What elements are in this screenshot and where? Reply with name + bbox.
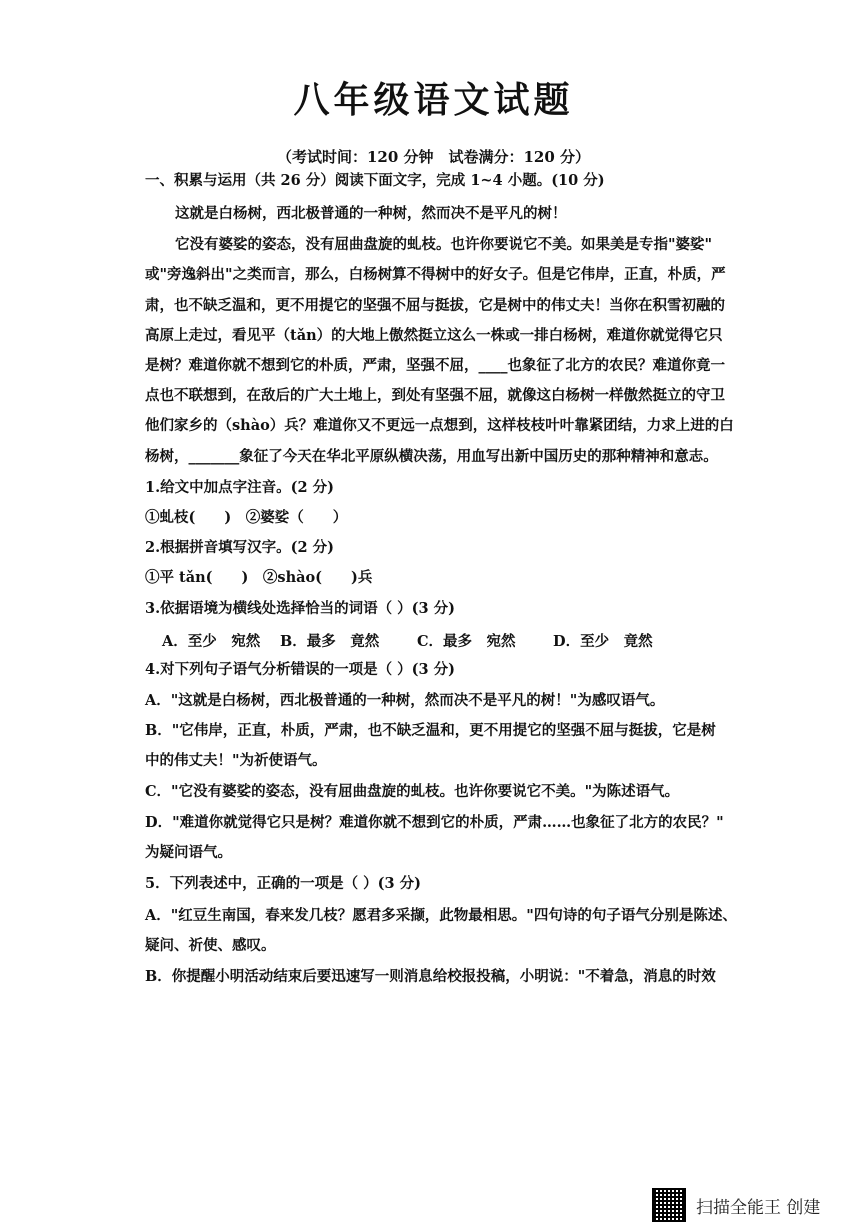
- passage-line: 高原上走过，看见平（tǎn）的大地上傲然挺立这么一株或一排白杨树，难道你就觉得它只: [145, 327, 723, 344]
- question-4-line: B．"它伟岸，正直，朴质，严肃，也不缺乏温和，更不用提它的坚强不屈与挺拔，它是树: [145, 722, 716, 739]
- question-1: 1.给文中加点字注音。(2 分): [145, 479, 334, 496]
- passage-line: 杨树，_______象征了今天在华北平原纵横决荡，用血写出新中国历史的那种精神和意志。: [145, 448, 718, 465]
- passage-line: 这就是白杨树，西北极普通的一种树，然而决不是平凡的树！: [175, 205, 567, 222]
- passage-line: 肃，也不缺乏温和，更不用提它的坚强不屈与挺拔，它是树中的伟丈夫！当你在积雪初融的: [145, 297, 725, 314]
- question-4-line: A．"这就是白杨树，西北极普通的一种树，然而决不是平凡的树！"为感叹语气。: [145, 692, 665, 709]
- exam-info: （考试时间：120 分钟 试卷满分：120 分）: [276, 148, 591, 166]
- section-heading: 一、积累与运用（共 26 分）阅读下面文字，完成 1~4 小题。(10 分): [145, 172, 605, 189]
- question-4-line: 中的伟丈夫！"为祈使语气。: [145, 752, 327, 769]
- question-4-line: C．"它没有婆娑的姿态，没有屈曲盘旋的虬枝。也许你要说它不美。"为陈述语气。: [145, 783, 680, 800]
- question-4: 4.对下列句子语气分析错误的一项是（ ）(3 分): [145, 661, 456, 678]
- question-2: 2.根据拼音填写汉字。(2 分): [145, 539, 334, 556]
- question-4-line: 为疑问语气。: [145, 844, 232, 861]
- passage-line: 是树？难道你就不想到它的朴质，严肃，坚强不屈，____也象征了北方的农民？难道你竟一: [145, 357, 725, 374]
- question-5-line: A．"红豆生南国，春来发几枝？愿君多采撷，此物最相思。"四句诗的句子语气分别是陈述、: [145, 907, 737, 924]
- option-d: D．至少 竟然: [553, 633, 653, 650]
- question-5-line: 疑问、祈使、感叹。: [145, 937, 276, 954]
- option-c: C．最多 宛然: [417, 633, 516, 650]
- question-1-blanks: ①虬枝( ) ②婆娑（ ）: [145, 509, 348, 526]
- page-title: 八年级语文试题: [293, 79, 574, 121]
- passage-line: 它没有婆娑的姿态，没有屈曲盘旋的虬枝。也许你要说它不美。如果美是专指"婆娑": [175, 236, 713, 253]
- question-2-blanks: ①平 tǎn( ) ②shào( )兵: [145, 569, 373, 586]
- watermark-text: 扫描全能王 创建: [696, 1197, 821, 1218]
- passage-line: 点也不联想到，在敌后的广大土地上，到处有坚强不屈，就像这白杨树一样傲然挺立的守卫: [145, 387, 725, 404]
- question-5: 5．下列表述中，正确的一项是（ ）(3 分): [145, 875, 421, 892]
- qr-code-icon: [652, 1188, 686, 1222]
- passage-line: 或"旁逸斜出"之类而言，那么，白杨树算不得树中的好女子。但是它伟岸，正直，朴质，严: [145, 266, 726, 283]
- passage-line: 他们家乡的（shào）兵？难道你又不更远一点想到，这样枝枝叶叶靠紧团结，力求上进的白: [145, 417, 734, 434]
- option-b: B．最多 竟然: [280, 633, 380, 650]
- scanner-watermark: [652, 1190, 852, 1220]
- question-5-line: B．你提醒小明活动结束后要迅速写一则消息给校报投稿，小明说："不着急，消息的时效: [145, 968, 716, 985]
- question-4-line: D．"难道你就觉得它只是树？难道你就不想到它的朴质，严肃……也象征了北方的农民？": [145, 814, 724, 831]
- option-a: A．至少 宛然: [162, 633, 261, 650]
- question-3: 3.依据语境为横线处选择恰当的词语（ ）(3 分): [145, 600, 456, 617]
